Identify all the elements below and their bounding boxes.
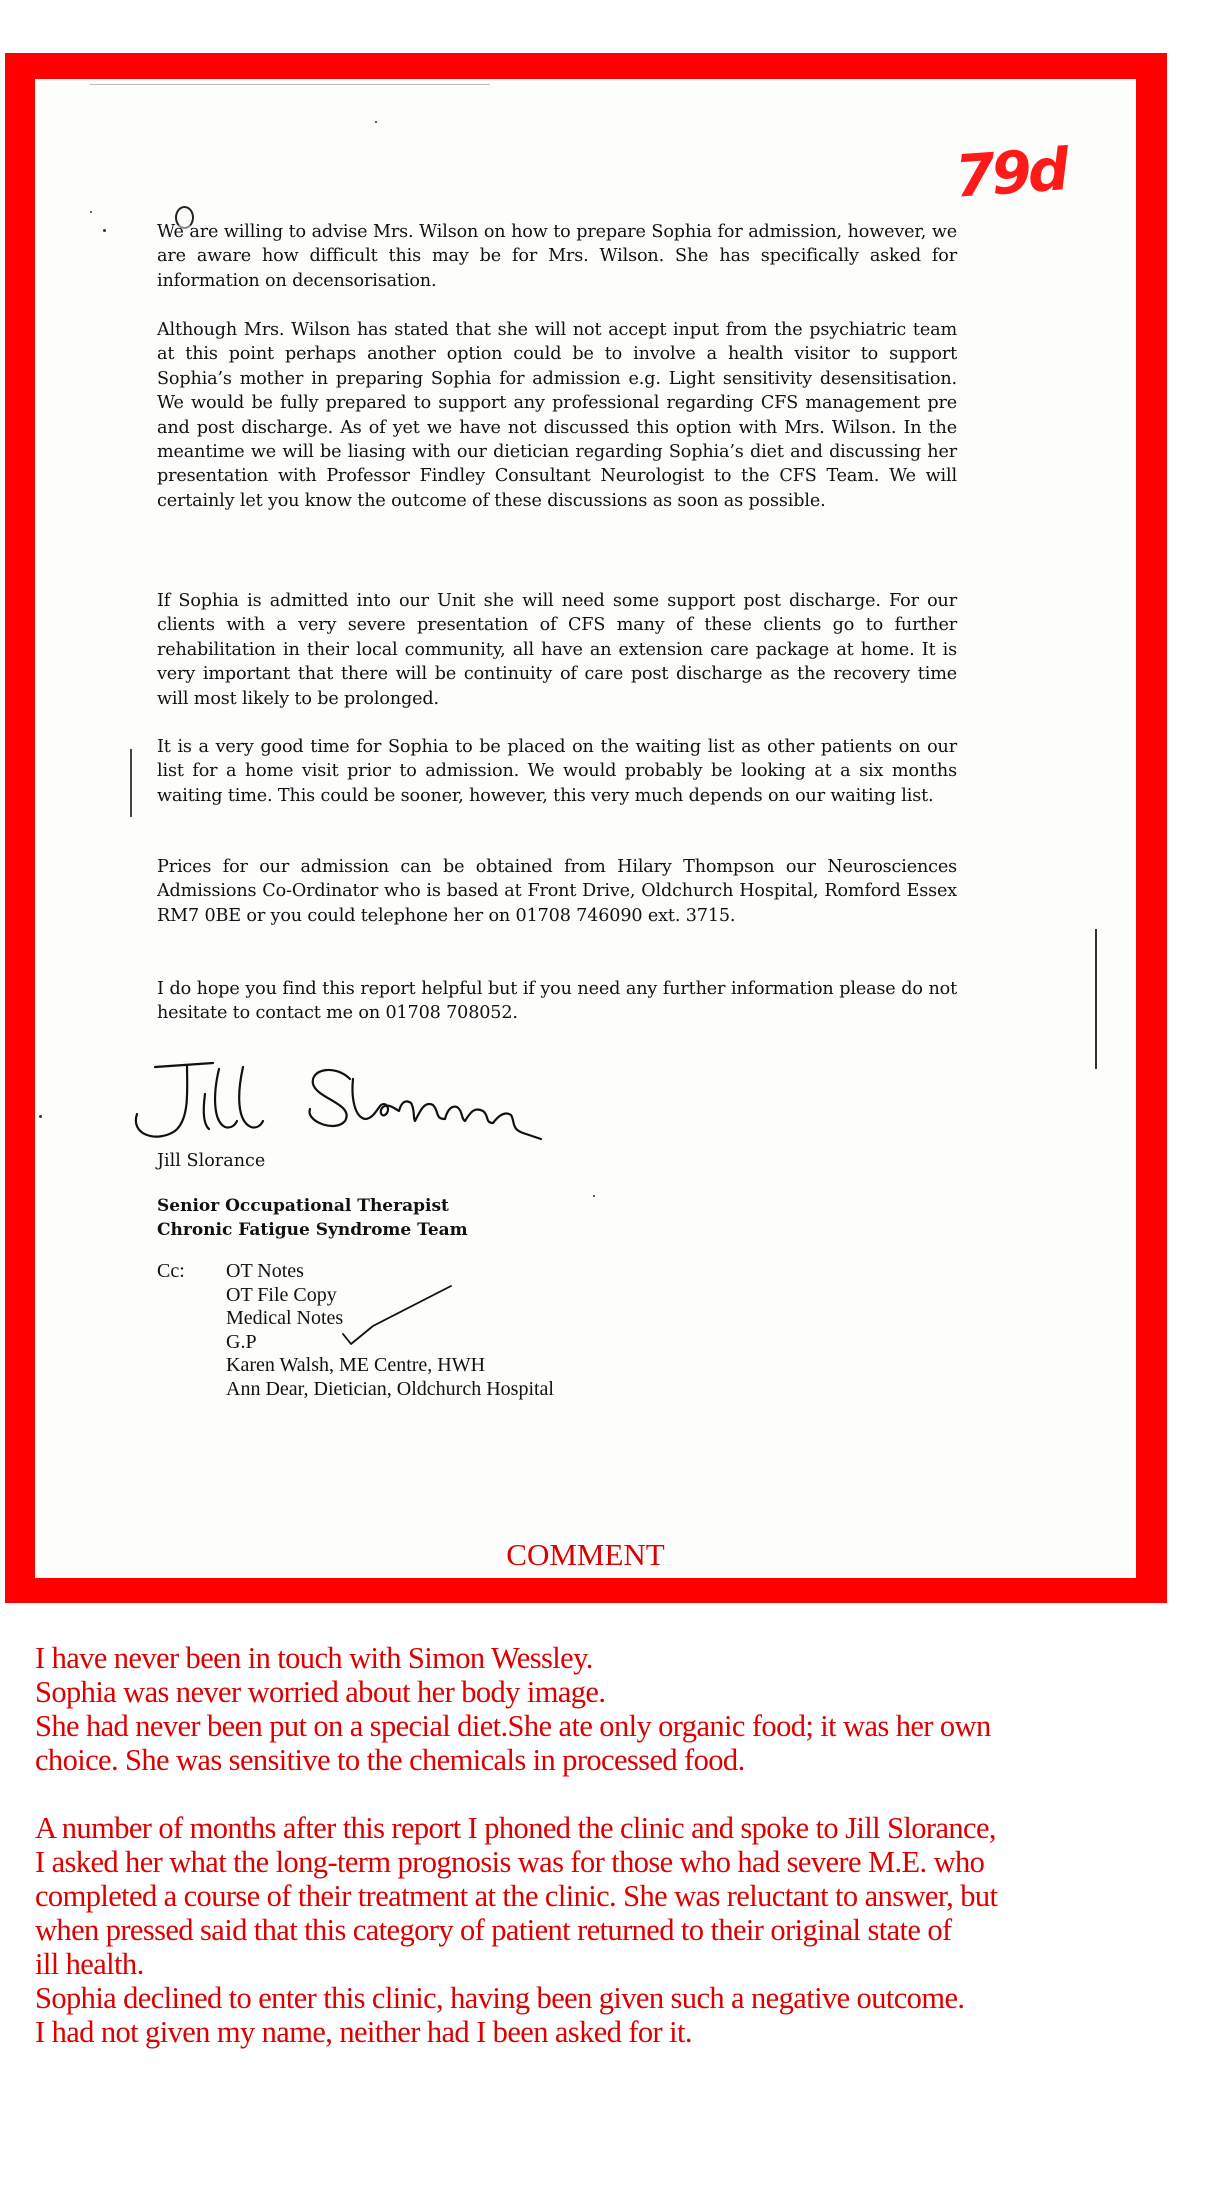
paragraph-text: Although Mrs. Wilson has stated that she will not accept input from the psychiatric team at this point perhaps another option could be to involve a health visitor to support Sophia’s mother in preparing Sophia for admission e.g. Light sensitivity desensitisation. We would be fully prepared to support any professional regarding CFS management pre and post discharge. As of yet we have not discussed this option with Mrs. Wilson. In the meantime we will be liasing with our dietician regarding Sophia’s diet and discussing her presentation with Professor Findley Consultant Neurologist to the CFS Team. We will certainly let you know the outcome of these discussions as soon as possible. <box>157 320 957 511</box>
letter-paragraph-4 <box>157 735 957 808</box>
signature-stroke <box>353 1079 542 1139</box>
scan-speck <box>375 121 377 123</box>
paragraph-text: We are willing to advise Mrs. Wilson on how to prepare Sophia for admission, however, we are aware how difficult this may be for Mrs. Wilson. She has specifically asked for information on decensorisation. <box>157 222 957 291</box>
scan-speck <box>90 211 92 213</box>
comment-line: I had not given my name, neither had I been asked for it. <box>35 2015 692 2049</box>
comment-line: I have never been in touch with Simon Wessley. <box>35 1641 593 1675</box>
comment-heading: COMMENT <box>506 1537 665 1572</box>
signature-stroke <box>136 1065 187 1137</box>
signature-stroke <box>309 1070 350 1126</box>
paragraph-text: I do hope you find this report helpful but if you need any further information please do not hesitate to contact me on 01708 708052. <box>157 979 957 1024</box>
comment-line: completed a course of their treatment at the clinic. She was reluctant to answer, but <box>35 1879 998 1913</box>
comment-line: when pressed said that this category of patient returned to their original state of <box>35 1913 952 1947</box>
signature-stroke <box>239 1067 263 1128</box>
cc-recipient: Karen Walsh, ME Centre, HWH <box>226 1354 486 1376</box>
signatory-title-line-1: Senior Occupational Therapist <box>157 1196 449 1216</box>
comment-line: Sophia declined to enter this clinic, having been given such a negative outcome. <box>35 1981 965 2015</box>
comment-line: Sophia was never worried about her body image. <box>35 1675 606 1709</box>
red-frame <box>5 53 1167 1603</box>
comment-line: I asked her what the long-term prognosis was for those who had severe M.E. who <box>35 1845 985 1879</box>
cc-recipient: OT File Copy <box>226 1283 337 1306</box>
letter-paragraph-6 <box>157 977 957 1026</box>
scan-speck <box>39 1115 42 1118</box>
page-number-mark: 79d <box>952 135 1068 211</box>
paragraph-gap <box>35 1777 1205 1811</box>
signatory-name: Jill Slorance <box>157 1151 266 1171</box>
cc-recipient: Ann Dear, Dietician, Oldchurch Hospital <box>226 1377 554 1400</box>
letter-paragraph-5 <box>157 855 957 928</box>
cc-recipient: G.P <box>226 1330 257 1353</box>
paragraph-text: Prices for our admission can be obtained from Hilary Thompson our Neurosciences Admissions Co-Ordinator who is based at Front Drive, Oldchurch Hospital, Romford Essex RM7 0BE or you could telephone her on 01708 746090 ext. 3715. <box>157 857 957 926</box>
margin-mark <box>130 749 132 817</box>
letter-paragraph-3 <box>157 589 957 711</box>
signature-stroke <box>215 1069 237 1128</box>
scanned-letter-page <box>35 79 1136 1578</box>
comment-line: A number of months after this report I phoned the clinic and spoke to Jill Slorance, <box>35 1811 996 1845</box>
checkmark-icon <box>333 1282 453 1352</box>
signatory-title <box>157 1194 468 1242</box>
scan-speck <box>593 1195 595 1197</box>
letter-paragraph-2 <box>157 318 957 513</box>
paragraph-text: If Sophia is admitted into our Unit she will need some support post discharge. For our clients with a very severe presentation of CFS many of these clients go to further rehabilitation in their local community, all have an extension care package at home. It is very important that there will be continuity of care post discharge as the recovery time will most likely to be prolonged. <box>157 591 957 709</box>
cc-label: Cc: <box>157 1260 185 1282</box>
letter-paragraph-1 <box>157 220 957 293</box>
signatory-title-line-2: Chronic Fatigue Syndrome Team <box>157 1220 468 1240</box>
comment-line: ill health. <box>35 1947 144 1981</box>
comment-line: choice. She was sensitive to the chemicals in processed food. <box>35 1743 745 1777</box>
scan-artifact-line <box>90 84 490 85</box>
comment-section <box>35 1641 1205 2049</box>
paragraph-text: It is a very good time for Sophia to be placed on the waiting list as other patients on our list for a home visit prior to admission. We would probably be looking at a six months waiting time. This could be sooner, however, this very much depends on our waiting list. <box>157 737 957 806</box>
cc-recipient: OT Notes <box>226 1260 304 1282</box>
cc-recipient: Medical Notes <box>226 1307 344 1329</box>
comment-line: She had never been put on a special diet.She ate only organic food; it was her own <box>35 1709 991 1743</box>
signature-stroke <box>204 1094 209 1129</box>
scan-speck <box>103 229 106 232</box>
handwritten-signature <box>95 1059 575 1149</box>
signature-stroke <box>155 1063 213 1067</box>
margin-mark <box>1095 929 1097 1069</box>
